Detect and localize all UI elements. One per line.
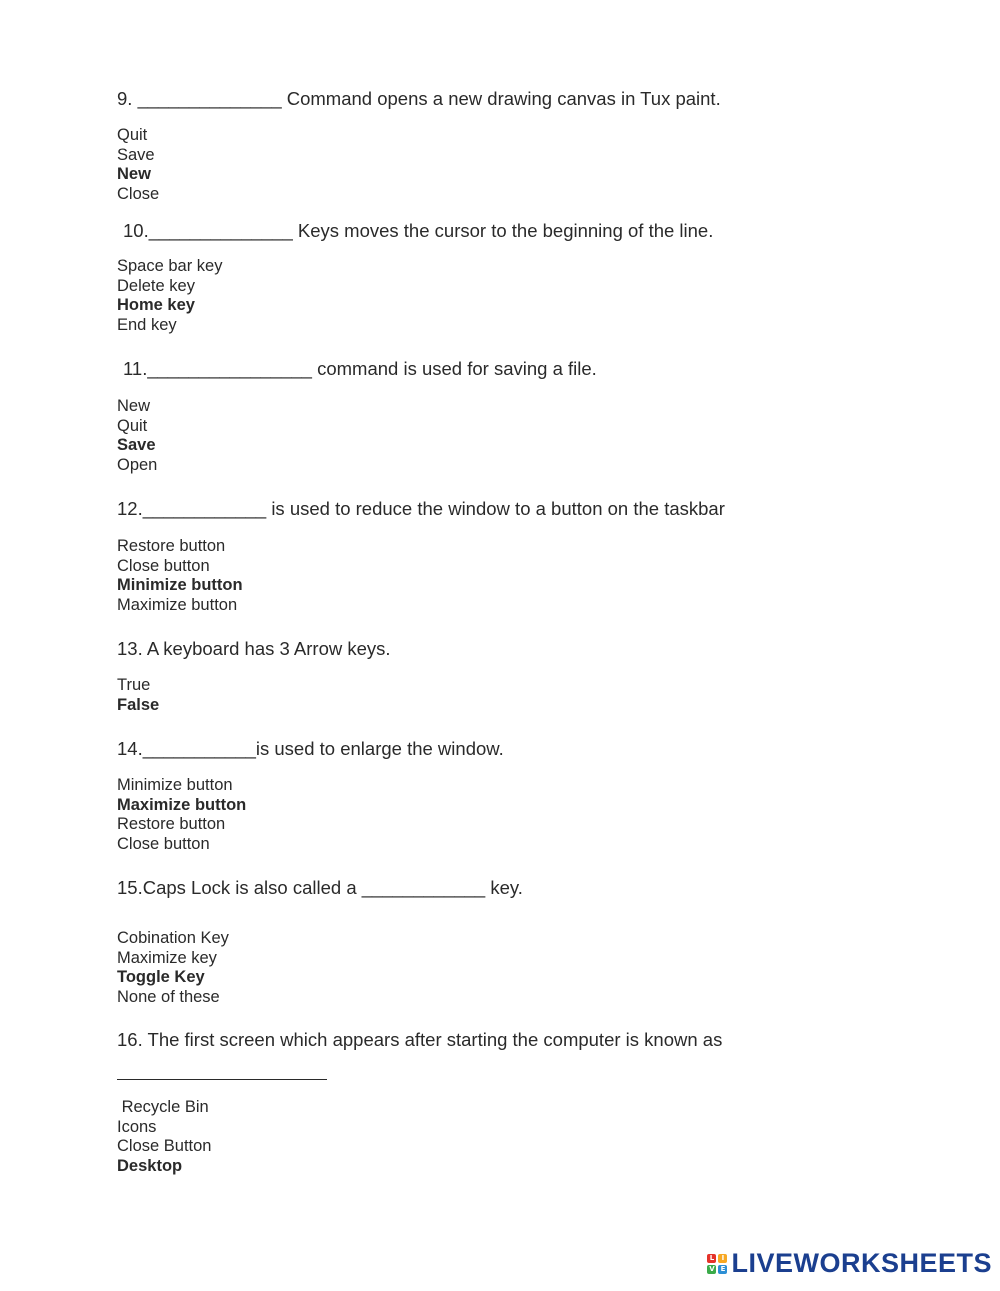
question-9-text: 9. ______________ Command opens a new drawing canvas in Tux paint. (117, 88, 721, 109)
option[interactable]: Maximize button (117, 596, 238, 615)
question-14-text: 14.___________is used to enlarge the window. (117, 738, 504, 759)
option[interactable]: Maximize key (117, 948, 217, 967)
question-12-text: 12.____________ is used to reduce the window to a button on the taskbar (117, 498, 725, 519)
question-13-options (117, 676, 159, 715)
question-10-text: 10.______________ Keys moves the cursor to the beginning of the line. (123, 220, 714, 241)
option[interactable]: Quit (117, 126, 148, 144)
option[interactable]: Close button (117, 835, 210, 854)
option[interactable]: Restore button (117, 815, 226, 834)
option-answer[interactable]: False (117, 695, 160, 714)
question-14-options (117, 776, 246, 855)
option-answer[interactable]: Home key (117, 296, 195, 315)
option[interactable]: Icons (117, 1117, 157, 1136)
logo-letter-l: L (707, 1254, 716, 1263)
option[interactable]: Close (117, 185, 160, 204)
question-15-options (117, 929, 229, 1008)
option-answer[interactable]: Desktop (117, 1157, 183, 1176)
option[interactable]: Cobination Key (117, 929, 229, 947)
liveworksheets-brand (707, 1250, 992, 1277)
option[interactable]: Space bar key (117, 257, 223, 275)
logo-letter-v: V (709, 1264, 715, 1273)
option[interactable]: Recycle Bin (117, 1098, 209, 1116)
question-12-options (117, 537, 243, 616)
option-answer[interactable]: New (117, 165, 151, 184)
question-11-options (117, 397, 157, 476)
question-16-text: 16. The first screen which appears after starting the computer is known as (117, 1029, 723, 1050)
question-9-options (117, 126, 159, 205)
option-answer[interactable]: Maximize button (117, 795, 247, 814)
option[interactable]: End key (117, 316, 177, 335)
question-10-options (117, 257, 222, 336)
option-answer[interactable]: Save (117, 436, 156, 455)
question-16-options (117, 1098, 211, 1177)
option-answer[interactable]: Toggle Key (117, 968, 205, 987)
option[interactable]: Minimize button (117, 776, 233, 794)
option[interactable]: Close Button (117, 1137, 212, 1156)
brand-name: LIVEWORKSHEETS (731, 1248, 992, 1278)
liveworksheets-logo-icon (707, 1254, 727, 1274)
question-13-text: 13. A keyboard has 3 Arrow keys. (117, 638, 391, 659)
logo-letter-e: E (718, 1265, 727, 1274)
option-answer[interactable]: Minimize button (117, 576, 243, 595)
option[interactable]: Restore button (117, 537, 226, 555)
option[interactable]: Close button (117, 556, 210, 575)
option[interactable]: New (117, 397, 151, 415)
question-11-text: 11.________________ command is used for saving a file. (123, 358, 597, 379)
logo-letter-i: I (718, 1254, 727, 1263)
option[interactable]: Save (117, 145, 155, 164)
option[interactable]: True (117, 676, 151, 694)
option[interactable]: Quit (117, 416, 148, 435)
question-15-text: 15.Caps Lock is also called a ____________ key. (117, 877, 523, 898)
option[interactable]: Open (117, 456, 158, 475)
option[interactable]: Delete key (117, 276, 195, 295)
answer-blank-line (117, 1079, 327, 1080)
option[interactable]: None of these (117, 988, 220, 1007)
